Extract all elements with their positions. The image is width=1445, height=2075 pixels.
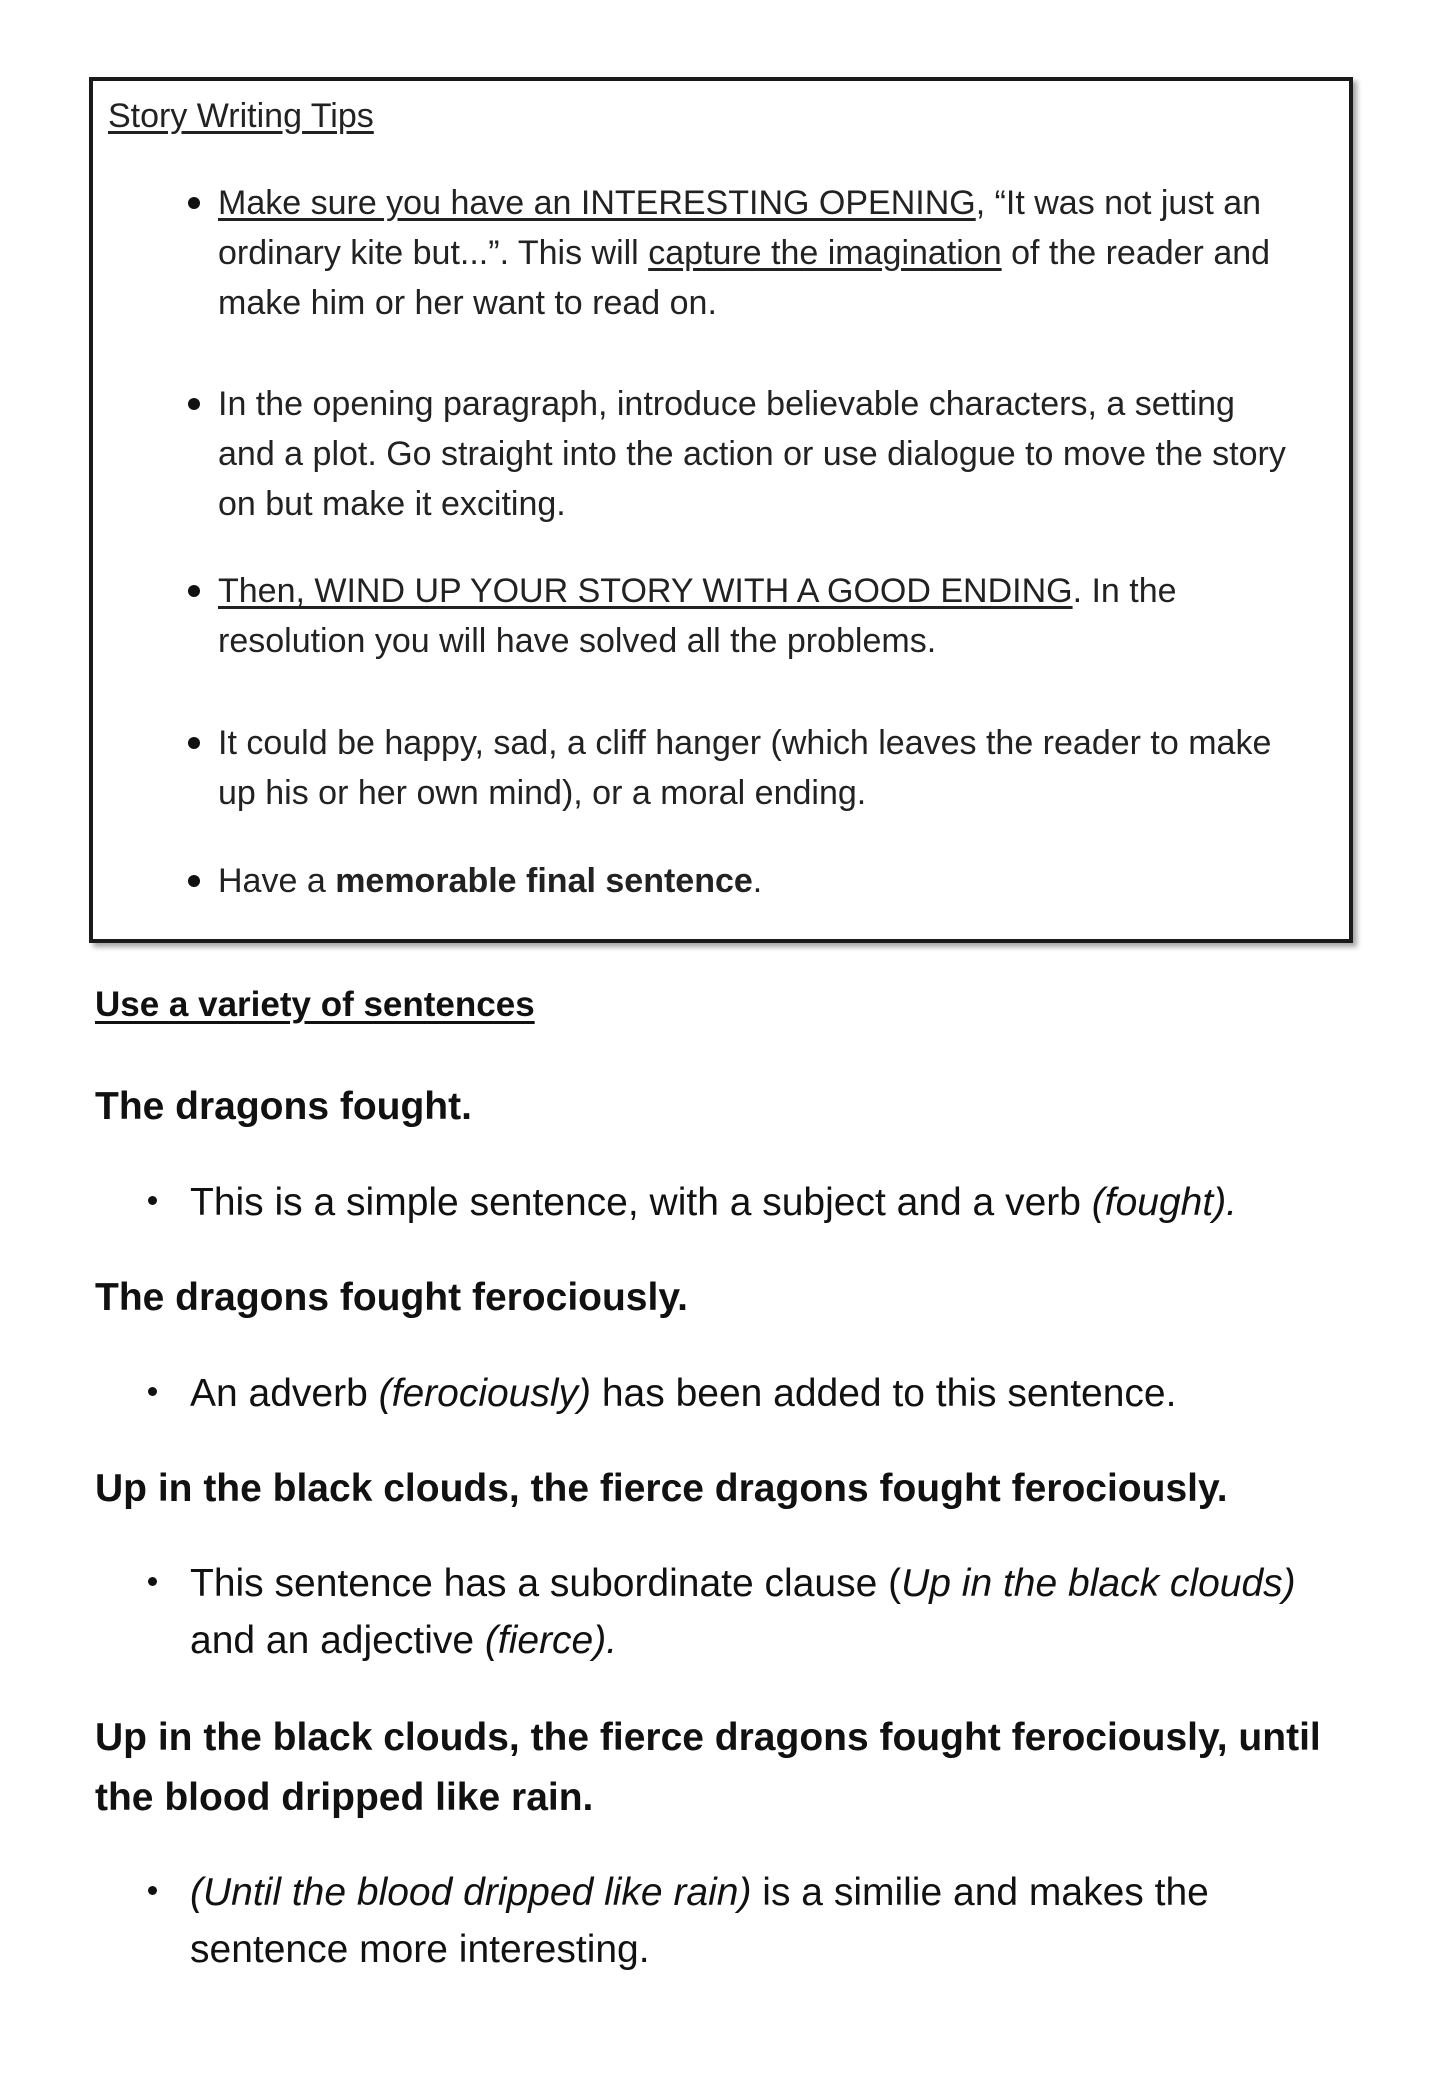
section-heading: Use a variety of sentences [95, 985, 535, 1024]
explanation-text: This sentence has a subordinate clause ( [190, 1562, 902, 1605]
example-explanation [190, 1365, 1340, 1422]
tip-text: Have a [218, 862, 336, 900]
example-sentence-simile: Up in the black clouds, the fierce dragons fought ferociously, until the blood dripped like rain. [95, 1716, 1321, 1819]
explanation-text: is a similie and makes the sentence more interesting. [190, 1871, 1209, 1971]
example-sentence-adverb: The dragons fought ferociously. [95, 1276, 688, 1319]
explanation-italic: (ferociously) [378, 1372, 592, 1415]
tip-opening-phrase: Make sure you have an INTERESTING OPENING [218, 184, 976, 222]
tip-text: . [752, 862, 763, 900]
tips-title: Story Writing Tips [108, 97, 374, 135]
tip-text: . In the resolution you will have solved all the problems. [218, 572, 1177, 660]
tip-underlined-phrase: Then, WIND UP YOUR STORY WITH A GOOD ENDING [218, 572, 1073, 610]
tip-text: In the opening paragraph, introduce believable characters, a setting and a plot. Go straight into the action or use dialogue to move the story on but make it exciting. [218, 385, 1286, 523]
explanation-text: has been added to this sentence. [591, 1372, 1177, 1415]
tip-text: , “It was not just an ordinary kite but...”. This will [218, 184, 1262, 272]
tip-final-sentence [218, 856, 1298, 906]
story-writing-tips-box [89, 77, 1353, 943]
tip-opening-paragraph [218, 379, 1298, 529]
explanation-italic: (fought). [1091, 1181, 1238, 1224]
explanation-italic: (Until the blood dripped like rain) [190, 1871, 752, 1914]
explanation-text: An adverb [190, 1372, 379, 1415]
tip-text: It could be happy, sad, a cliff hanger (which leaves the reader to make up his or her own mind), or a moral ending. [218, 724, 1272, 812]
tip-underlined-phrase: capture the imagination [648, 234, 1002, 272]
example-explanation [190, 1174, 1340, 1231]
tip-text: of the reader and make him or her want to read on. [218, 234, 1271, 322]
tip-bold-phrase: memorable final sentence [335, 862, 753, 900]
example-explanation [190, 1555, 1340, 1669]
tip-good-ending [218, 566, 1298, 666]
explanation-text: and an adjective [190, 1619, 485, 1662]
explanation-italic: (fierce). [484, 1619, 618, 1662]
tip-ending-types [218, 718, 1298, 818]
tip-interesting-opening [218, 178, 1298, 328]
explanation-text: This is a simple sentence, with a subject and a verb [190, 1181, 1092, 1224]
example-explanation [190, 1864, 1340, 1978]
explanation-italic: Up in the black clouds) [901, 1562, 1296, 1605]
example-sentence-simple: The dragons fought. [95, 1085, 472, 1128]
example-sentence-clause: Up in the black clouds, the fierce dragons fought ferociously. [95, 1467, 1228, 1510]
